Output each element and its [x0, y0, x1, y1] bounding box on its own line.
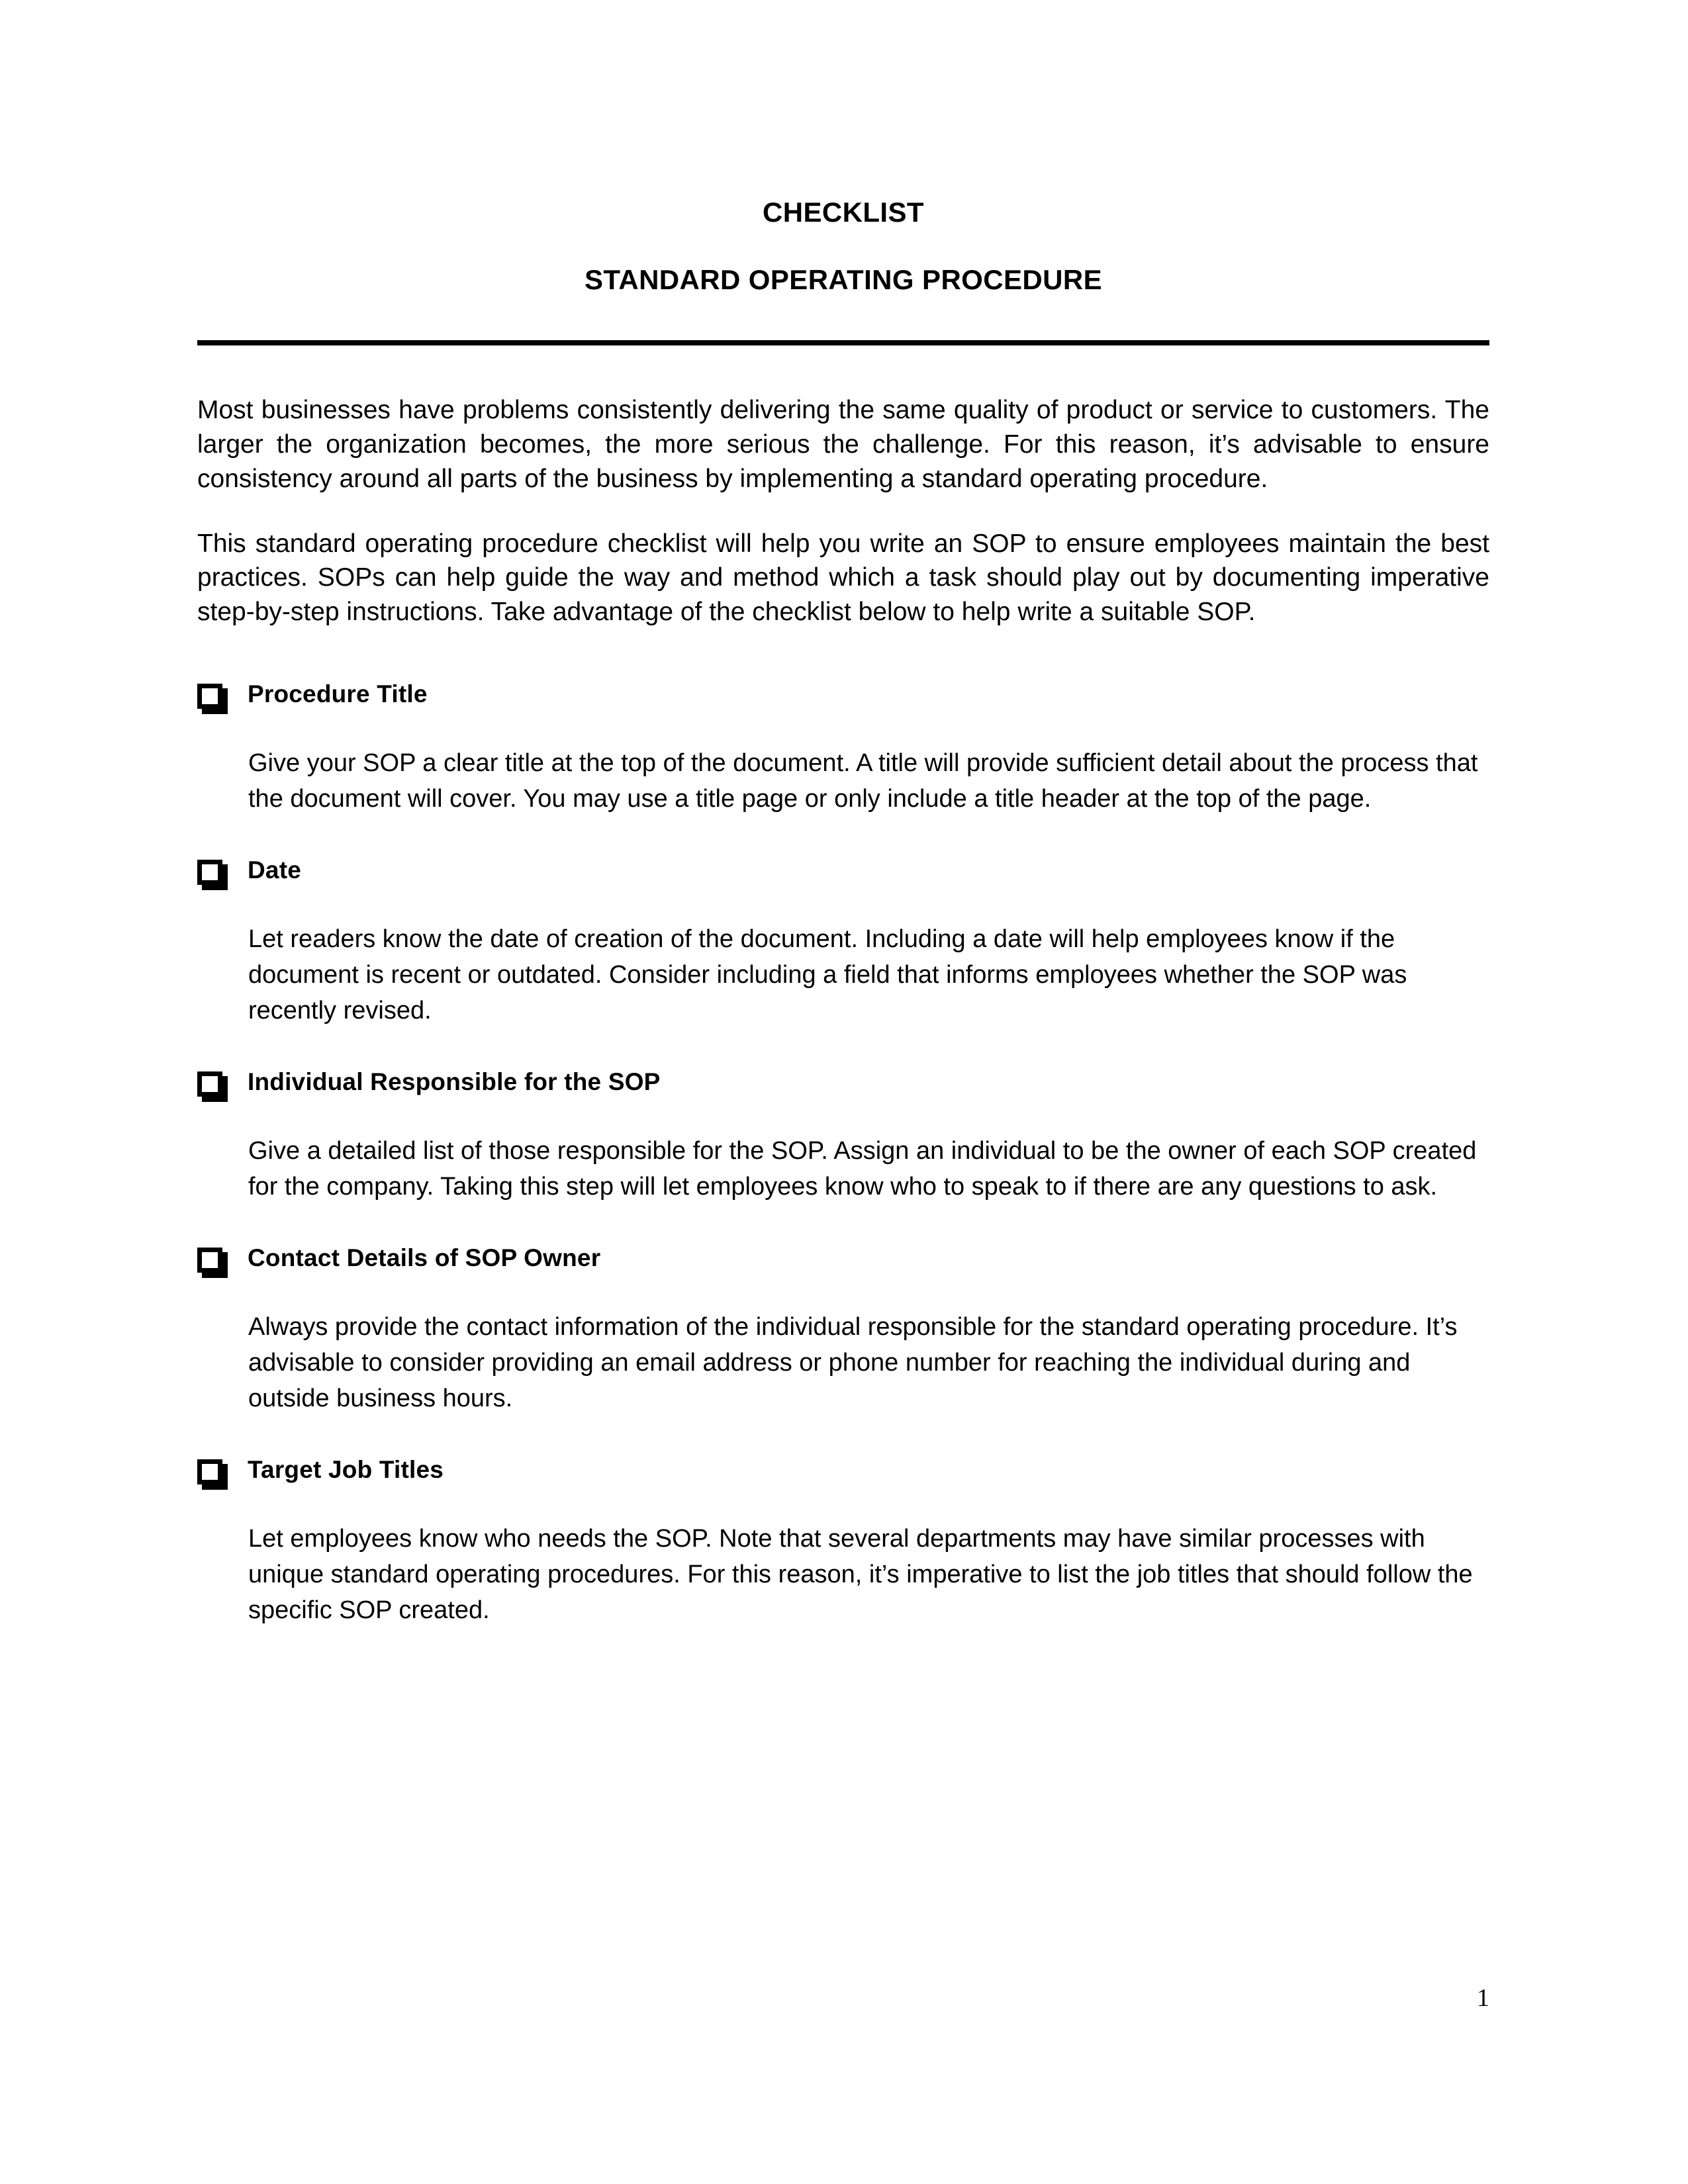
checklist-item	[197, 1245, 1489, 1417]
title-divider	[197, 340, 1489, 345]
intro-section	[197, 393, 1489, 629]
checklist-item-header[interactable]	[197, 681, 1489, 714]
checkbox-empty-icon[interactable]	[197, 860, 228, 890]
checkbox-empty-icon[interactable]	[197, 1248, 228, 1278]
checklist-section	[197, 681, 1489, 1628]
checklist-item-title: Individual Responsible for the SOP	[248, 1068, 661, 1095]
checklist-item	[197, 681, 1489, 817]
checklist-item-body: Let readers know the date of creation of the document. Including a date will help employees know if the document is recent or outdated. Consider including a field that informs employees whether the SOP was recently revised.	[248, 925, 1407, 1024]
checklist-item-body: Give a detailed list of those responsible for the SOP. Assign an individual to be the owner of each SOP created for the company. Taking this step will let employees know who to speak to if there are any questions to ask.	[248, 1136, 1477, 1201]
intro-paragraph: Most businesses have problems consistently delivering the same quality of product or service to customers. The larger the organization becomes, the more serious the challenge. For this reason, it’s advisable to ensure consistency around all parts of the business by implementing a standard operating procedure.	[197, 396, 1489, 493]
checkbox-empty-icon[interactable]	[197, 1071, 228, 1102]
checklist-item-title: Procedure Title	[248, 680, 428, 708]
checkbox-empty-icon[interactable]	[197, 1459, 228, 1490]
checklist-item-body: Let employees know who needs the SOP. Note that several departments may have similar processes with unique standard operating procedures. For this reason, it’s imperative to list the job titles that should follow the specific SOP created.	[248, 1524, 1473, 1624]
intro-paragraph: This standard operating procedure checklist will help you write an SOP to ensure employees maintain the best practices. SOPs can help guide the way and method which a task should play out by documenting imperative step-by-step instructions. Take advantage of the checklist below to help write a suitable SOP.	[197, 529, 1489, 627]
page-subtitle: STANDARD OPERATING PROCEDURE	[584, 264, 1102, 295]
checklist-item-body: Give your SOP a clear title at the top of the document. A title will provide sufficient detail about the process that the document will cover. You may use a title page or only include a title header at the top of the page.	[248, 749, 1478, 813]
checkbox-empty-icon[interactable]	[197, 684, 228, 714]
checklist-item-title: Contact Details of SOP Owner	[248, 1244, 601, 1271]
checklist-item	[197, 857, 1489, 1029]
checklist-item-body: Always provide the contact information of the individual responsible for the standard operating procedure. It’s advisable to consider providing an email address or phone number for reaching the individual during and outside business hours.	[248, 1312, 1458, 1412]
checklist-item-title: Target Job Titles	[248, 1455, 444, 1483]
checklist-item-header[interactable]	[197, 1069, 1489, 1102]
checklist-item-header[interactable]	[197, 1245, 1489, 1278]
checklist-item-header[interactable]	[197, 857, 1489, 890]
page-title: CHECKLIST	[763, 197, 924, 228]
checklist-item-title: Date	[248, 856, 301, 884]
checklist-item	[197, 1457, 1489, 1629]
checklist-item	[197, 1069, 1489, 1205]
page-number: 1	[1477, 1984, 1489, 2012]
checklist-item-header[interactable]	[197, 1457, 1489, 1490]
document-content	[197, 0, 1489, 1629]
